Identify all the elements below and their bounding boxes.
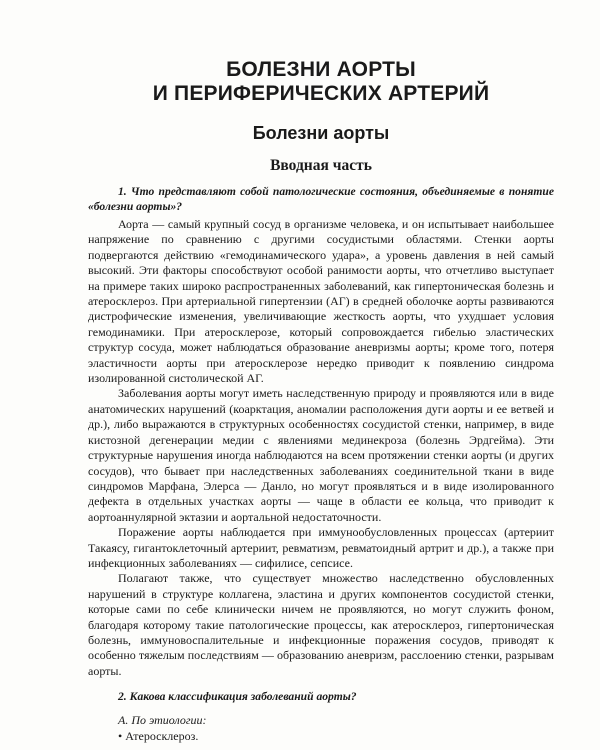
chapter-title-line-2: И ПЕРИФЕРИЧЕСКИХ АРТЕРИЙ bbox=[152, 82, 490, 105]
question-2: 2. Какова классификация заболеваний аорты? bbox=[118, 690, 357, 704]
spacer bbox=[88, 679, 554, 689]
paragraph-3: Поражение аорты наблюдается при иммунообусловленных процессах (артериит Такаясу, гигантоклеточный артериит, ревматизм, ревматоидный артрит и др.), а также при инфекционных заболеваниях — сифилисе, сепсисе. bbox=[88, 525, 554, 570]
subsection-title: Вводная часть bbox=[270, 157, 372, 174]
chapter-title bbox=[88, 58, 554, 106]
paragraph-4: Полагают также, что существует множество наследственно обусловленных нарушений в структуре коллагена, эластина и других компонентов сосудистой стенки, которые сами по себе клинически ничем не проявляются, но могут служить фоном, благодаря которому такие патологические процессы, как атеросклероз, гипертоническая болезнь, иммуновоспалительные и инфекционные поражения сосудов, приводят к особенно тяжелым последствиям — образованию аневризм, расслоению стенки, разрывам аорты. bbox=[88, 571, 554, 678]
question-1: 1. Что представляют собой патологические состояния, объединяемые в понятие «болезни аорты»? bbox=[88, 185, 554, 213]
section-title: Болезни аорты bbox=[252, 123, 390, 143]
chapter-title-line-1: БОЛЕЗНИ АОРТЫ bbox=[226, 58, 416, 81]
paragraph-1: Аорта — самый крупный сосуд в организме человека, и он испытывает наибольшее напряжение по сравнению с другими сосудистыми областями. Стенки аорты подвергаются действию «гемодинамического удара», а уровень давления в ней самый высокий. Эти факторы способствуют особой ранимости аорты, что отчетливо выступает на примере таких широко распространенных заболеваний, как гипертоническая болезнь и атеросклероз. При артериальной гипертензии (АГ) в средней оболочке аорты развиваются дистрофические изменения, увеличивающие жесткость аорты, что ухудшает условия гемодинамики. При атеросклерозе, который сопровождается гибелью эластических структур сосуда, может наблюдаться образование аневризмы аорты; кроме того, потеря эластичности аорты при атеросклерозе нередко приводит к появлению синдрома изолированной систолической АГ. bbox=[88, 217, 554, 386]
classification-item: • Атеросклероз. bbox=[118, 729, 199, 744]
classification-heading: А. По этиологии: bbox=[118, 713, 207, 728]
paragraph-2: Заболевания аорты могут иметь наследственную природу и проявляются или в виде анатомических нарушений (коарктация, аномалии расположения дуги аорты и ее ветвей и др.), либо выражаются в структурных особенностях сосудистой стенки, например, в виде кистозной дегенерации медии с явлениями мединекроза (болезнь Эрдгейма). Эти структурные нарушения иногда наблюдаются на всем протяжении стенки аорты (и других сосудов), что бывает при наследственных заболеваниях соединительной ткани в виде синдромов Марфана, Элерса — Данло, но могут проявляться и в виде изолированного дефекта в отдельных участках аорты — чаще в области ее кольца, что приводит к аортоаннулярной эктазии и аортальной недостаточности. bbox=[88, 386, 554, 524]
